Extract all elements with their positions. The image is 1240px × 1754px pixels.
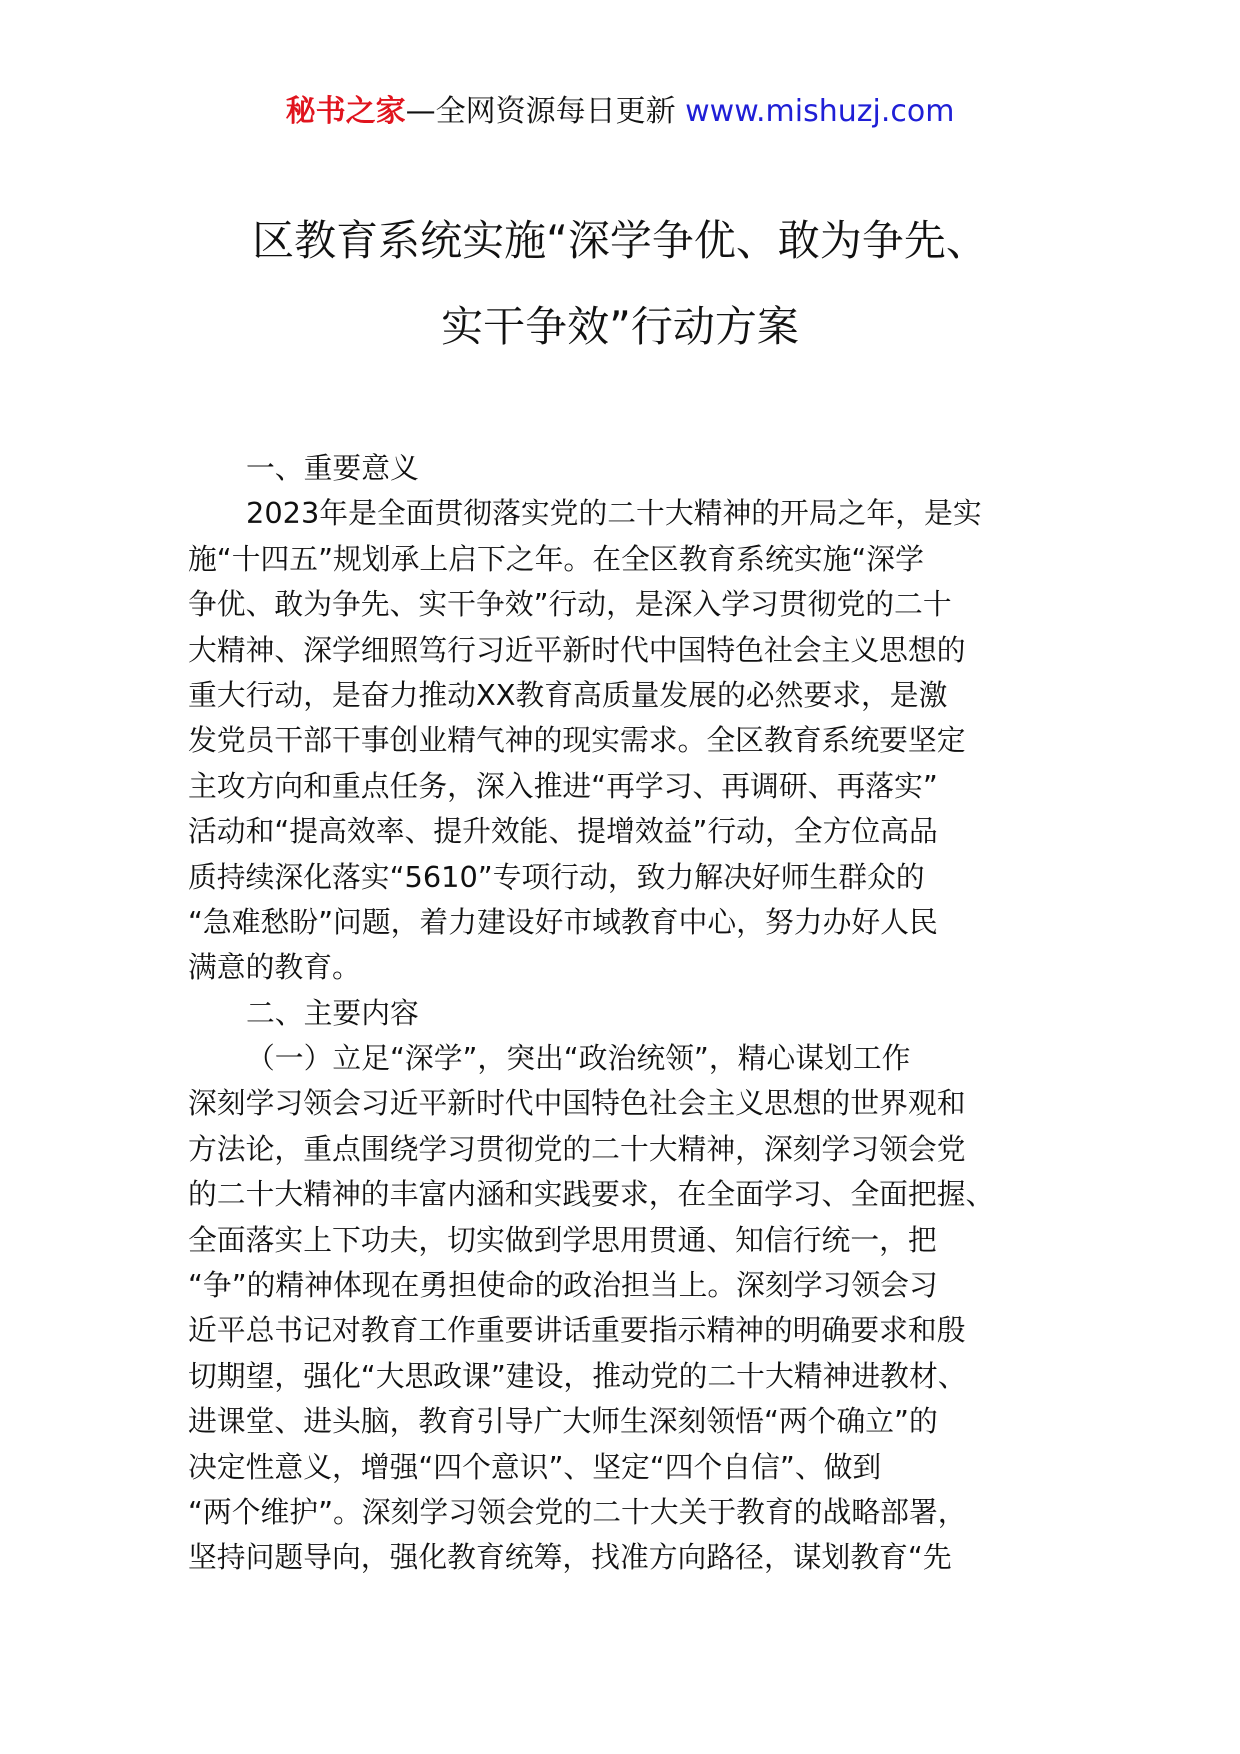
body-line: “急难愁盼”问题，着力建设好市域教育中心，努力办好人民 <box>188 904 938 939</box>
site-url-link[interactable]: www.mishuzj.com <box>685 94 955 129</box>
body-line: 施“十四五”规划承上启下之年。在全区教育系统实施“深学 <box>188 541 924 576</box>
body-line: “两个维护”。深刻学习领会党的二十大关于教育的战略部署， <box>188 1494 967 1529</box>
body-line: 2023年是全面贯彻落实党的二十大精神的开局之年，是实 <box>246 496 982 531</box>
site-brand: 秘书之家 <box>285 94 406 129</box>
body-line: 切期望，强化“大思政课”建设，推动党的二十大精神进教材、 <box>188 1358 967 1393</box>
body-line: 大精神、深学细照笃行习近平新时代中国特色社会主义思想的 <box>188 632 966 667</box>
body-line: 争优、敢为争先、实干争效”行动，是深入学习贯彻党的二十 <box>188 587 952 622</box>
document-body <box>188 446 1058 1581</box>
body-line: 满意的教育。 <box>188 950 361 985</box>
body-line: 方法论，重点围绕学习贯彻党的二十大精神，深刻学习领会党 <box>188 1131 966 1166</box>
section-heading-1: 一、重要意义 <box>246 451 419 485</box>
document-title <box>150 198 1090 370</box>
body-line: 决定性意义，增强“四个意识”、坚定“四个自信”、做到 <box>188 1449 882 1484</box>
subsection-heading-1: （一）立足“深学”，突出“政治统领”，精心谋划工作 <box>246 1041 911 1076</box>
site-header <box>0 92 1240 132</box>
body-line: 全面落实上下功夫，切实做到学思用贯通、知信行统一，把 <box>188 1222 937 1257</box>
body-line: 发党员干部干事创业精气神的现实需求。全区教育系统要坚定 <box>188 723 966 758</box>
body-line: 主攻方向和重点任务，深入推进“再学习、再调研、再落实” <box>188 768 938 803</box>
body-line: 深刻学习领会习近平新时代中国特色社会主义思想的世界观和 <box>188 1086 966 1121</box>
document-title-line-1: 区教育系统实施“深学争优、敢为争先、 <box>252 216 988 265</box>
section-heading-2: 二、主要内容 <box>246 995 419 1030</box>
body-line: 的二十大精神的丰富内涵和实践要求，在全面学习、全面把握、 <box>188 1177 995 1212</box>
body-line: 进课堂、进头脑，教育引导广大师生深刻领悟“两个确立”的 <box>188 1404 938 1439</box>
body-line: 质持续深化落实“5610”专项行动，致力解决好师生群众的 <box>188 859 925 894</box>
body-line: 活动和“提高效率、提升效能、提增效益”行动，全方位高品 <box>188 814 938 849</box>
body-line: 重大行动，是奋力推动XX教育高质量发展的必然要求，是激 <box>188 677 948 712</box>
site-tagline: —全网资源每日更新 <box>405 94 686 129</box>
body-line: 近平总书记对教育工作重要讲话重要指示精神的明确要求和殷 <box>188 1313 966 1348</box>
body-line: “争”的精神体现在勇担使命的政治担当上。深刻学习领会习 <box>188 1268 938 1303</box>
document-title-line-2: 实干争效”行动方案 <box>441 302 799 351</box>
body-line: 坚持问题导向，强化教育统筹，找准方向路径，谋划教育“先 <box>188 1540 952 1575</box>
